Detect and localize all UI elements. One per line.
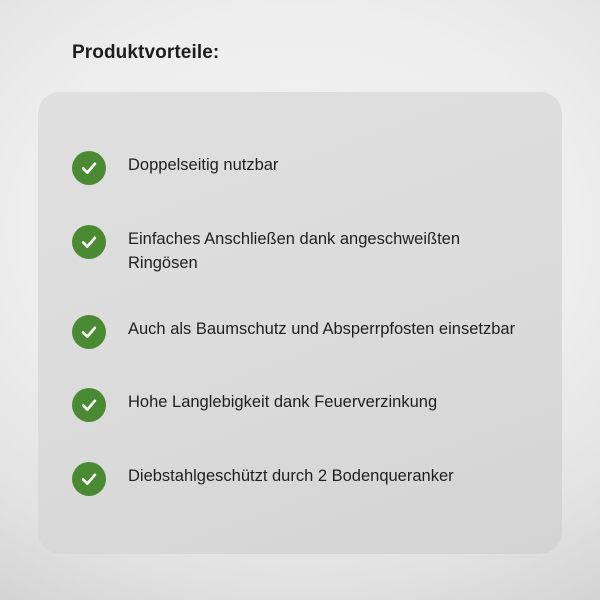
list-item — [72, 148, 528, 187]
page-title: Produktvorteile: — [72, 42, 220, 63]
list-item-label: Auch als Baumschutz und Absperrpfosten einsetzbar — [128, 319, 516, 338]
benefits-card — [38, 92, 562, 554]
list-item — [72, 312, 528, 351]
check-icon — [72, 388, 106, 422]
list-item — [72, 459, 528, 498]
check-icon — [72, 151, 106, 185]
check-icon — [72, 315, 106, 349]
list-item-label: Hohe Langlebigkeit dank Feuerverzinkung — [128, 393, 438, 412]
list-item-label: Diebstahlgeschützt durch 2 Bodenqueranker — [128, 466, 454, 485]
check-icon — [72, 462, 106, 496]
list-item-label: Doppelseitig nutzbar — [128, 156, 279, 175]
list-item-label: Einfaches Anschließen dank angeschweißten Ringösen — [128, 229, 461, 272]
list-item — [72, 385, 528, 424]
check-icon — [72, 225, 106, 259]
list-item — [72, 222, 528, 278]
